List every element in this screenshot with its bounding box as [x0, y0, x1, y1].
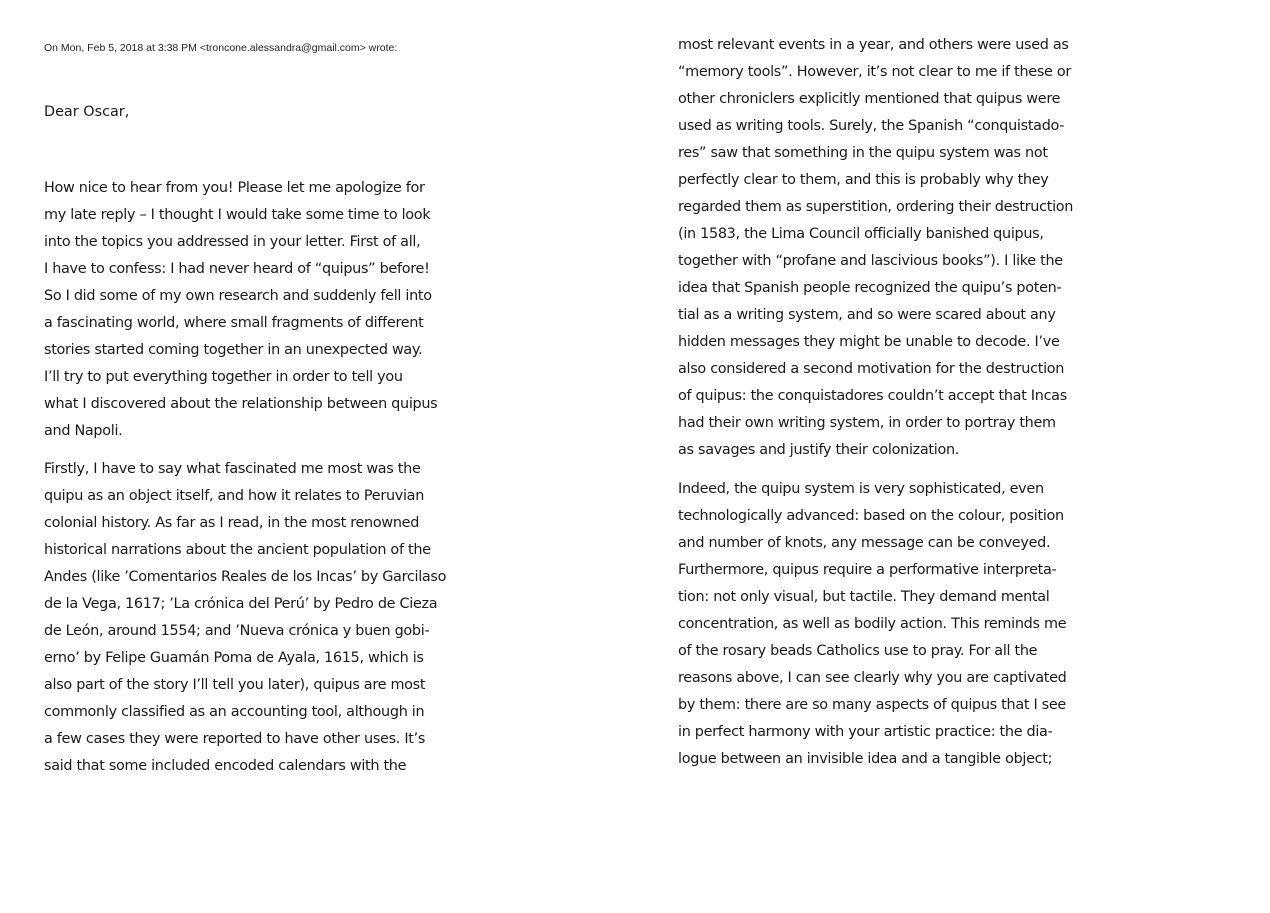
- text-line: also considered a second motivation for the destruction: [678, 361, 1065, 377]
- text-line: by them: there are so many aspects of quipus that I see: [678, 697, 1066, 713]
- text-line: of quipus: the conquistadores couldn’t accept that Incas: [678, 388, 1067, 404]
- text-line: as savages and justify their colonization.: [678, 442, 960, 458]
- text-line: logue between an invisible idea and a tangible object;: [678, 751, 1053, 767]
- text-line: regarded them as superstition, ordering their destruction: [678, 199, 1074, 215]
- text-line: tial as a writing system, and so were scared about any: [678, 307, 1056, 323]
- text-line: de la Vega, 1617; ’La crónica del Perú’ by Pedro de Cieza: [44, 596, 438, 612]
- text-line: colonial history. As far as I read, in the most renowned: [44, 515, 420, 531]
- text-line: de León, around 1554; and ’Nueva crónica y buen gobi-: [44, 623, 430, 639]
- text-line: and number of knots, any message can be conveyed.: [678, 535, 1051, 551]
- text-line: (in 1583, the Lima Council officially banished quipus,: [678, 226, 1044, 242]
- text-line: my late reply – I thought I would take some time to look: [44, 207, 431, 223]
- text-line: idea that Spanish people recognized the quipu’s poten-: [678, 280, 1062, 296]
- text-line: historical narrations about the ancient population of the: [44, 542, 431, 558]
- text-line: I have to confess: I had never heard of “quipus” before!: [44, 261, 430, 277]
- text-line: most relevant events in a year, and others were used as: [678, 37, 1069, 53]
- text-line: and Napoli.: [44, 423, 123, 439]
- body-paragraph-4: [678, 476, 1066, 773]
- text-line: had their own writing system, in order to portray them: [678, 415, 1056, 431]
- text-line: So I did some of my own research and suddenly fell into: [44, 288, 432, 304]
- letter-greeting: Dear Oscar,: [44, 104, 130, 120]
- text-line: concentration, as well as bodily action. This reminds me: [678, 616, 1067, 632]
- text-line: stories started coming together in an unexpected way.: [44, 342, 423, 358]
- text-line: of the rosary beads Catholics use to pray. For all the: [678, 643, 1038, 659]
- text-line: also part of the story I’ll tell you later), quipus are most: [44, 677, 426, 693]
- text-line: perfectly clear to them, and this is probably why they: [678, 172, 1049, 188]
- text-line: “memory tools”. However, it’s not clear to me if these or: [678, 64, 1071, 80]
- body-paragraph-3: [678, 32, 1073, 464]
- text-line: in perfect harmony with your artistic practice: the dia-: [678, 724, 1053, 740]
- body-paragraph-2: [44, 456, 446, 780]
- text-line: Furthermore, quipus require a performative interpreta-: [678, 562, 1057, 578]
- text-line: commonly classified as an accounting tool, although in: [44, 704, 425, 720]
- text-line: hidden messages they might be unable to decode. I’ve: [678, 334, 1060, 350]
- text-line: what I discovered about the relationship between quipus: [44, 396, 438, 412]
- text-line: reasons above, I can see clearly why you are captivated: [678, 670, 1067, 686]
- text-line: said that some included encoded calendars with the: [44, 758, 407, 774]
- text-line: quipu as an object itself, and how it relates to Peruvian: [44, 488, 425, 504]
- email-quote-header: On Mon, Feb 5, 2018 at 3:38 PM <troncone.alessandra@gmail.com> wrote:: [44, 42, 398, 54]
- text-line: tion: not only visual, but tactile. They demand mental: [678, 589, 1050, 605]
- text-line: I’ll try to put everything together in order to tell you: [44, 369, 403, 385]
- body-paragraph-1: [44, 175, 437, 445]
- text-line: into the topics you addressed in your letter. First of all,: [44, 234, 421, 250]
- text-line: Andes (like ’Comentarios Reales de los Incas’ by Garcilaso: [44, 569, 447, 585]
- text-line: erno’ by Felipe Guamán Poma de Ayala, 1615, which is: [44, 650, 424, 666]
- text-line: used as writing tools. Surely, the Spanish “conquistado-: [678, 118, 1065, 134]
- text-line: How nice to hear from you! Please let me apologize for: [44, 180, 425, 196]
- text-line: Indeed, the quipu system is very sophisticated, even: [678, 481, 1044, 497]
- text-line: technologically advanced: based on the colour, position: [678, 508, 1064, 524]
- text-line: res” saw that something in the quipu system was not: [678, 145, 1048, 161]
- text-line: a fascinating world, where small fragments of different: [44, 315, 424, 331]
- text-line: together with “profane and lascivious books”). I like the: [678, 253, 1063, 269]
- text-line: Firstly, I have to say what fascinated me most was the: [44, 461, 421, 477]
- text-line: a few cases they were reported to have other uses. It’s: [44, 731, 426, 747]
- text-line: other chroniclers explicitly mentioned that quipus were: [678, 91, 1061, 107]
